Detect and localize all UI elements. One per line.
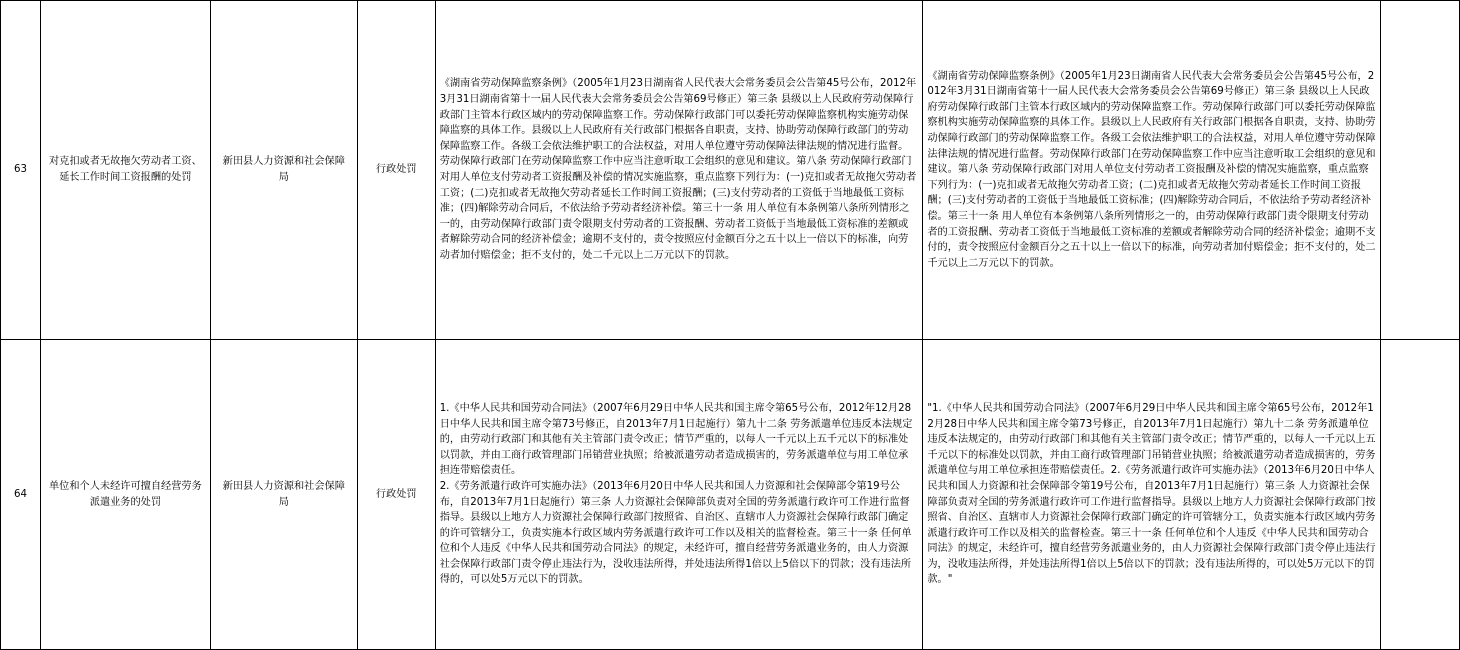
row-number: 64 [1, 340, 41, 650]
legal-basis-copy: 《湖南省劳动保障监察条例》（2005年1月23日湖南省人民代表大会常务委员会公告第45号公布，2012年3月31日湖南省第十一届人民代表大会常务委员会公告第69号修正）第三条 县级以上人民政府劳动保障行政部门主管本行政区域内的劳动保障监察工作。劳动保障行政部门可以委托劳动保障监察机构实施劳动保障监察的具体工作。县级以上人民政府有关行政部门根据各自职责，支持、协助劳动保障行政部门的劳动保障监察工作。各级工会依法维护职工的合法权益，对用人单位遵守劳动保障法律法规的情况进行监督。劳动保障行政部门在劳动保障监察工作中应当注意听取工会组织的意见和建议。第八条 劳动保障行政部门对用人单位支付劳动者工资报酬及补偿的情况实施监察，重点监察下列行为：(一)克扣或者无故拖欠劳动者工资；(二)克扣或者无故拖欠劳动者延长工作时间工资报酬；(三)支付劳动者的工资低于当地最低工资标准；(四)解除劳动合同后，不依法给予劳动者经济补偿。第三十一条 用人单位有本条例第八条所列情形之一的，由劳动保障行政部门责令限期支付劳动者的工资报酬、劳动者工资低于当地最低工资标准的差额或者解除劳动合同的经济补偿金；逾期不支付的，责令按照应付金额百分之五十以上一倍以下的标准，向劳动者加付赔偿金；拒不支付的，处二千元以上二万元以下的罚款。 [923, 1, 1381, 340]
row-number: 63 [1, 1, 41, 340]
item-name: 单位和个人未经许可擅自经营劳务派遣业务的处罚 [40, 340, 210, 650]
department: 新田县人力资源和社会保障局 [210, 340, 357, 650]
table-row [1, 1, 1460, 340]
remark-cell [1381, 340, 1460, 650]
power-type: 行政处罚 [357, 340, 435, 650]
item-name: 对克扣或者无故拖欠劳动者工资、延长工作时间工资报酬的处罚 [40, 1, 210, 340]
table-row [1, 340, 1460, 650]
remark-cell [1381, 1, 1460, 340]
legal-basis: 《湖南省劳动保障监察条例》（2005年1月23日湖南省人民代表大会常务委员会公告第45号公布，2012年3月31日湖南省第十一届人民代表大会常务委员会公告第69号修正）第三条 县级以上人民政府劳动保障行政部门主管本行政区域内的劳动保障监察工作。劳动保障行政部门可以委托劳动保障监察机构实施劳动保障监察的具体工作。县级以上人民政府有关行政部门根据各自职责，支持、协助劳动保障行政部门的劳动保障监察工作。各级工会依法维护职工的合法权益，对用人单位遵守劳动保障法律法规的情况进行监督。劳动保障行政部门在劳动保障监察工作中应当注意听取工会组织的意见和建议。第八条 劳动保障行政部门对用人单位支付劳动者工资报酬及补偿的情况实施监察，重点监察下列行为：(一)克扣或者无故拖欠劳动者工资；(二)克扣或者无故拖欠劳动者延长工作时间工资报酬；(三)支付劳动者的工资低于当地最低工资标准；(四)解除劳动合同后，不依法给予劳动者经济补偿。第三十一条 用人单位有本条例第八条所列情形之一的，由劳动保障行政部门责令限期支付劳动者的工资报酬、劳动者工资低于当地最低工资标准的差额或者解除劳动合同的经济补偿金；逾期不支付的，责令按照应付金额百分之五十以上一倍以下的标准，向劳动者加付赔偿金；拒不支付的，处二千元以上二万元以下的罚款。 [435, 1, 923, 340]
department: 新田县人力资源和社会保障局 [210, 1, 357, 340]
legal-basis: 1.《中华人民共和国劳动合同法》（2007年6月29日中华人民共和国主席令第65号公布，2012年12月28日中华人民共和国主席令第73号修正，自2013年7月1日起施行）第九十二条 劳务派遣单位违反本法规定的，由劳动行政部门和其他有关主管部门责令改正；情节严重的，以每人一千元以上五千元以下的标准处以罚款，并由工商行政管理部门吊销营业执照；给被派遣劳动者造成损害的，劳务派遣单位与用工单位承担连带赔偿责任。 2.《劳务派遣行政许可实施办法》（2013年6月20日中华人民共和国人力资源和社会保障部令第19号公布，自2013年7月1日起施行）第三条 人力资源社会保障部负责对全国的劳务派遣行政许可工作进行监督指导。县级以上地方人力资源社会保障行政部门按照省、自治区、直辖市人力资源社会保障行政部门确定的许可管辖分工，负责实施本行政区域内劳务派遣行政许可工作以及相关的监督检查。第三十一条 任何单位和个人违反《中华人民共和国劳动合同法》的规定，未经许可，擅自经营劳务派遣业务的，由人力资源社会保障行政部门责令停止违法行为，没收违法所得，并处违法所得1倍以上5倍以下的罚款；没有违法所得的，可以处5万元以下的罚款。 [435, 340, 923, 650]
power-type: 行政处罚 [357, 1, 435, 340]
legal-basis-copy: "1.《中华人民共和国劳动合同法》（2007年6月29日中华人民共和国主席令第65号公布，2012年12月28日中华人民共和国主席令第73号修正，自2013年7月1日起施行）第九十二条 劳务派遣单位违反本法规定的，由劳动行政部门和其他有关主管部门责令改正；情节严重的，以每人一千元以上五千元以下的标准处以罚款，并由工商行政管理部门吊销营业执照；给被派遣劳动者造成损害的，劳务派遣单位与用工单位承担连带赔偿责任。2.《劳务派遣行政许可实施办法》（2013年6月20日中华人民共和国人力资源和社会保障部令第19号公布，自2013年7月1日起施行）第三条 人力资源社会保障部负责对全国的劳务派遣行政许可工作进行监督指导。县级以上地方人力资源社会保障行政部门按照省、自治区、直辖市人力资源社会保障行政部门确定的许可管辖分工，负责实施本行政区域内劳务派遣行政许可工作以及相关的监督检查。第三十一条 任何单位和个人违反《中华人民共和国劳动合同法》的规定，未经许可，擅自经营劳务派遣业务的，由人力资源社会保障行政部门责令停止违法行为，没收违法所得，并处违法所得1倍以上5倍以下的罚款；没有违法所得的，可以处5万元以下的罚款。" [923, 340, 1381, 650]
